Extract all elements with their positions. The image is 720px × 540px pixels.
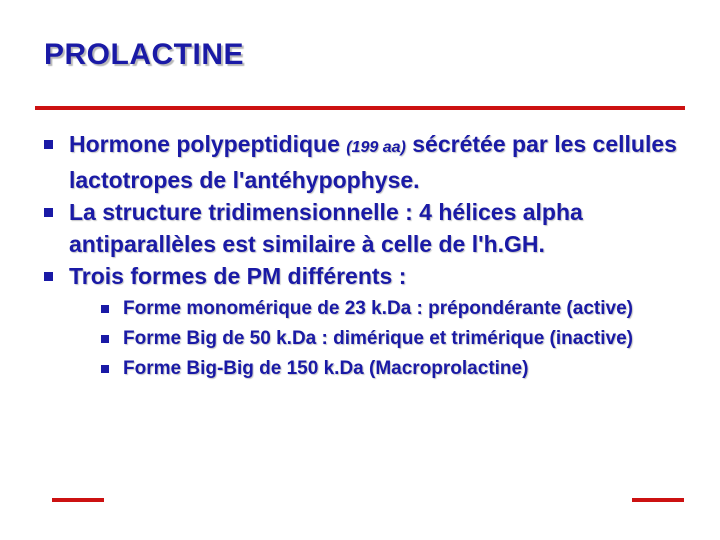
footer-rule-right (632, 498, 684, 502)
sub-bullet-text: Forme monomérique de 23 k.Da : prépondérante (active) (123, 298, 633, 319)
bullet-item (44, 128, 684, 196)
square-bullet-icon (44, 272, 53, 281)
bullet-text: La structure tridimensionnelle : 4 hélices alpha antiparallèles est similaire à celle de l'h.GH. (69, 199, 583, 257)
bullet-text: sécrétée par les cellules lactotropes de l'antéhypophyse. (69, 131, 677, 193)
sub-bullet-text: Forme Big de 50 k.Da : dimérique et trimérique (inactive) (123, 328, 633, 349)
sub-bullet-item (101, 296, 684, 321)
bullet-text: Hormone polypeptidique (69, 131, 347, 157)
bullet-note: (199 aa) (346, 139, 406, 156)
square-bullet-icon (44, 208, 53, 217)
bullet-item (44, 260, 684, 292)
slide-title: PROLACTINE (44, 38, 244, 71)
sub-bullet-list (101, 296, 684, 381)
square-bullet-icon (101, 305, 109, 313)
title-underline (35, 106, 685, 110)
sub-bullet-text: Forme Big-Big de 150 k.Da (Macroprolactine) (123, 358, 529, 379)
bullet-text: Trois formes de PM différents : (69, 263, 407, 289)
sub-bullet-item (101, 326, 684, 351)
sub-bullet-item (101, 356, 684, 381)
slide-body (44, 128, 684, 386)
bullet-item (44, 196, 684, 260)
square-bullet-icon (101, 335, 109, 343)
footer-rule-left (52, 498, 104, 502)
square-bullet-icon (101, 365, 109, 373)
square-bullet-icon (44, 140, 53, 149)
